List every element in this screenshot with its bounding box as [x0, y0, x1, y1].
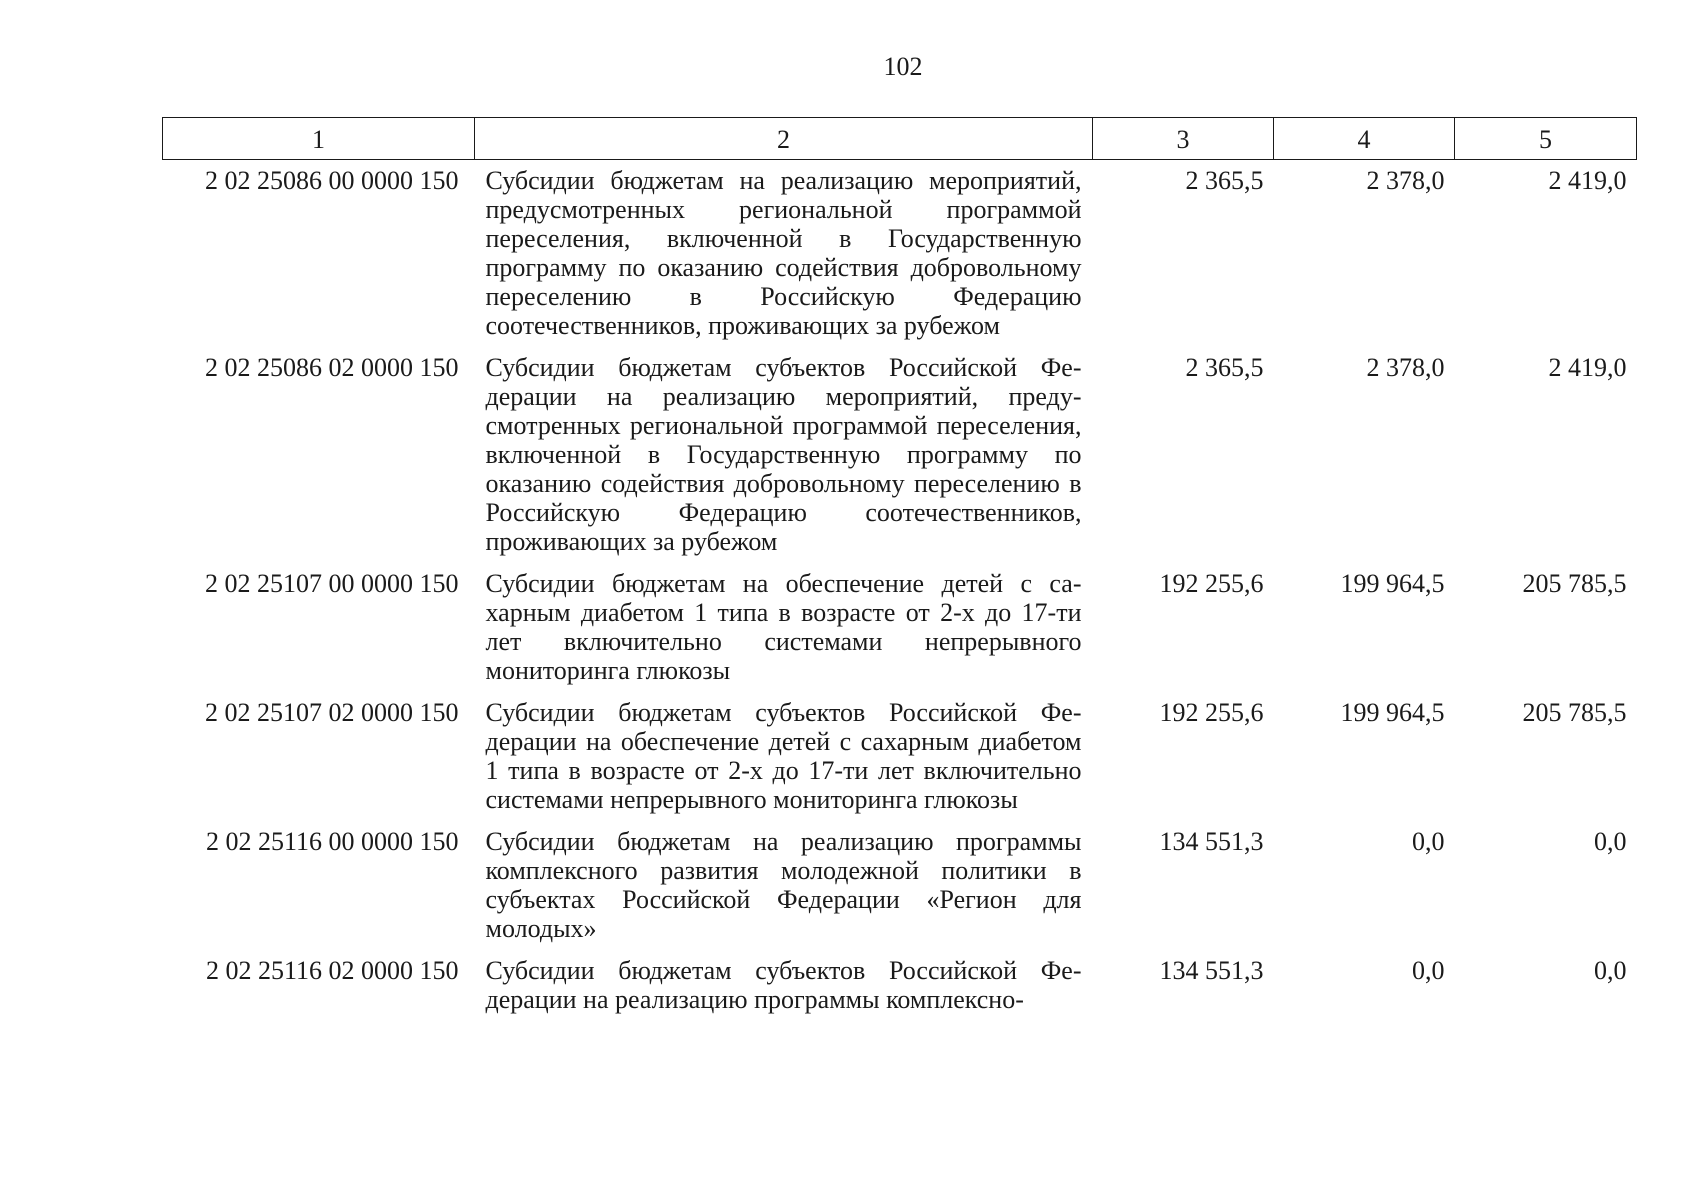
table-row [163, 160, 1637, 354]
row-code: 2 02 25116 02 0000 150 [205, 956, 459, 985]
row-value-col4: 0,0 [1412, 827, 1445, 856]
budget-table [162, 117, 1637, 1027]
row-description: Субсидии бюджетам субъектов Российской Федерации на обеспечение детей с сахарным диабетом 1 типа в возрасте от 2-х до 17-ти лет включительно системами непрерывного мониторинга глюкозы [485, 698, 1082, 814]
table-row [163, 353, 1637, 569]
row-code: 2 02 25107 00 0000 150 [205, 569, 459, 598]
row-description: Субсидии бюджетам субъектов Российской Федерации на реализацию мероприятий, предусмотренных региональной программой переселения, включенной в Государственную программу по оказанию содействия добровольному переселению в Российскую Федерацию соотечественников, проживающих за рубежом [485, 353, 1082, 556]
page-number: 102 [883, 52, 923, 81]
column-header-1: 1 [163, 118, 475, 160]
row-description: Субсидии бюджетам на реализацию мероприятий, предусмотренных региональной программой переселения, включенной в Государственную программу по оказанию содействия добровольному переселению в Российскую Федерацию соотечественников, проживающих за рубежом [485, 166, 1082, 340]
column-header-5: 5 [1455, 118, 1637, 160]
column-header-3: 3 [1093, 118, 1274, 160]
row-value-col3: 2 365,5 [1185, 166, 1264, 195]
row-description: Субсидии бюджетам на реализацию программы комплексного развития молодежной политики в субъектах Российской Федерации «Регион для молодых» [485, 827, 1082, 943]
row-value-col3: 192 255,6 [1159, 698, 1264, 727]
row-value-col3: 134 551,3 [1159, 956, 1264, 985]
row-value-col4: 0,0 [1412, 956, 1445, 985]
table-row [163, 956, 1637, 1027]
row-value-col4: 199 964,5 [1340, 569, 1445, 598]
row-value-col5: 0,0 [1594, 956, 1627, 985]
row-value-col4: 2 378,0 [1366, 353, 1445, 382]
row-description: Субсидии бюджетам на обеспечение детей с сахарным диабетом 1 типа в возрасте от 2-х до 17-ти лет включительно системами непрерывного мониторинга глюкозы [485, 569, 1082, 685]
row-value-col4: 199 964,5 [1340, 698, 1445, 727]
row-value-col3: 134 551,3 [1159, 827, 1264, 856]
row-value-col5: 205 785,5 [1522, 569, 1627, 598]
column-header-4: 4 [1274, 118, 1455, 160]
row-code: 2 02 25086 00 0000 150 [205, 166, 459, 195]
row-value-col5: 2 419,0 [1548, 353, 1627, 382]
row-value-col3: 192 255,6 [1159, 569, 1264, 598]
table-header-row [163, 118, 1637, 160]
row-description: Субсидии бюджетам субъектов Российской Федерации на реализацию программы комплексно- [485, 956, 1082, 1014]
row-code: 2 02 25107 02 0000 150 [205, 698, 459, 727]
row-code: 2 02 25116 00 0000 150 [205, 827, 459, 856]
row-value-col5: 2 419,0 [1548, 166, 1627, 195]
row-code: 2 02 25086 02 0000 150 [205, 353, 459, 382]
table-row [163, 698, 1637, 827]
row-value-col5: 205 785,5 [1522, 698, 1627, 727]
row-value-col3: 2 365,5 [1185, 353, 1264, 382]
row-value-col5: 0,0 [1594, 827, 1627, 856]
table-row [163, 827, 1637, 956]
table-row [163, 569, 1637, 698]
row-value-col4: 2 378,0 [1366, 166, 1445, 195]
column-header-2: 2 [475, 118, 1093, 160]
